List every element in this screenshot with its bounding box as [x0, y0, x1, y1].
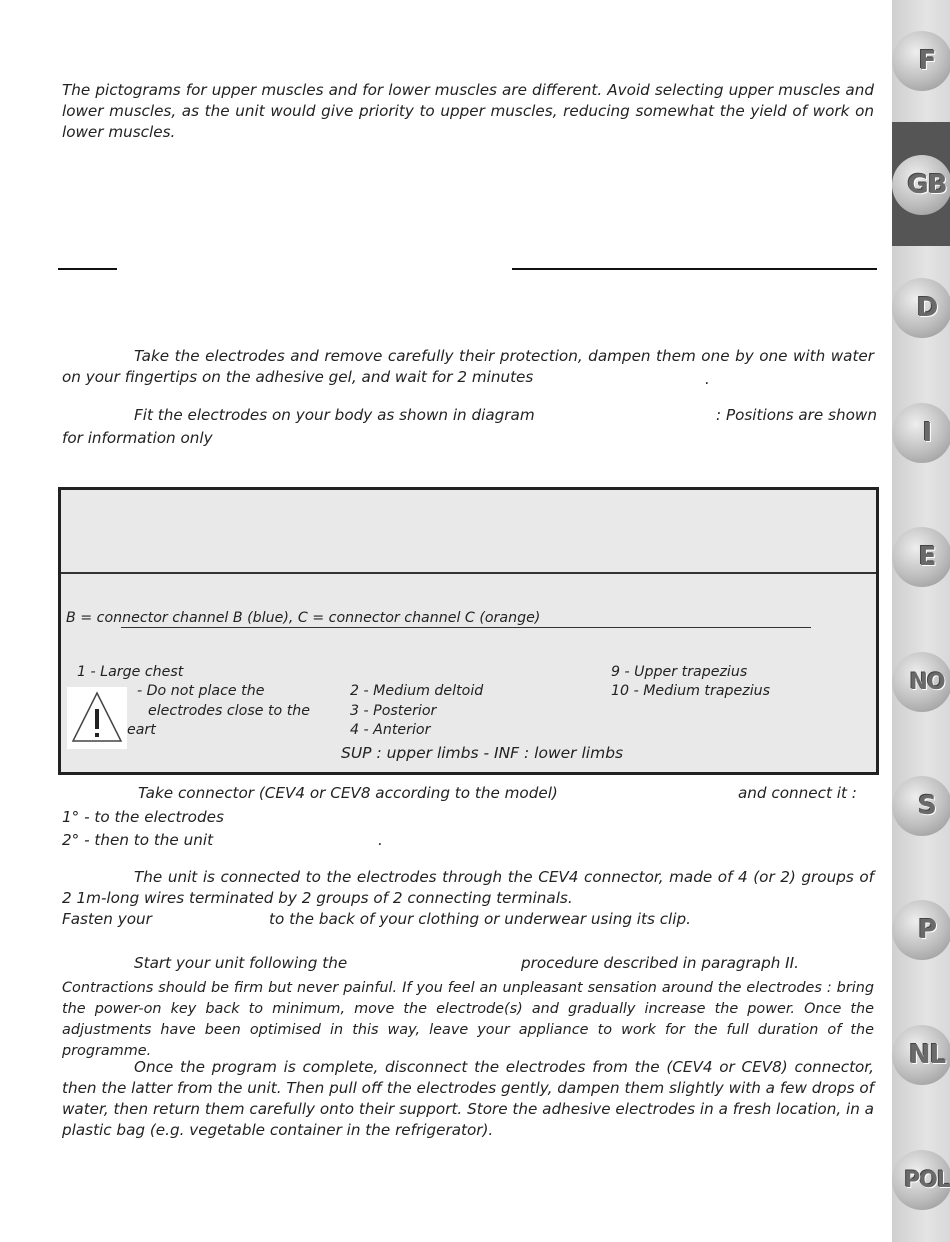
step3-item-1: 1° - to the electrodes	[62, 808, 224, 826]
warning-text-3: eart	[127, 722, 156, 738]
start-text-b: procedure described in paragraph II.	[521, 954, 799, 972]
sup-inf-legend: SUP : upper limbs - INF : lower limbs	[341, 744, 624, 762]
muscle-item-1: 1 - Large chest	[77, 664, 184, 680]
warning-sign	[67, 687, 127, 749]
muscle-item-3: 3 - Posterior	[350, 703, 437, 719]
box-separator	[61, 572, 876, 574]
step2-text-b: : Positions are shown	[716, 406, 877, 424]
warning-triangle-icon	[67, 687, 127, 749]
lang-tab-e[interactable]: E	[892, 527, 950, 587]
intro-paragraph: The pictograms for upper muscles and for lower muscles are different. Avoid selecting upper muscles and lower muscles, as the unit would give priority to upper muscles, reducing somewhat the yield of work on lower muscles.	[62, 81, 874, 141]
lang-tab-nl[interactable]: NL	[892, 1025, 950, 1085]
step3-text-b: and connect it :	[738, 784, 857, 802]
warning-text-1: - Do not place the	[137, 683, 265, 699]
muscle-item-2: 2 - Medium deltoid	[350, 683, 484, 699]
fasten-text-a: Fasten your	[62, 910, 152, 928]
lang-tab-no[interactable]: NO	[892, 652, 950, 712]
connector-line: B = connector channel B (blue), C = connector channel C (orange)	[66, 610, 541, 626]
section-rule-right	[512, 268, 877, 270]
contractions-paragraph: Contractions should be firm but never painful. If you feel an unpleasant sensation around the electrodes : bring the power-on key back to minimum, move the electrode(s) and gradually increase the power. Once the adjustments have been optimised in this way, leave your appliance to work for the full duration of the programme.	[62, 980, 874, 1059]
step1-end: .	[705, 370, 710, 388]
lang-tab-s[interactable]: S	[892, 776, 950, 836]
step2-text-c: for information only	[62, 429, 213, 447]
step2-text-a: Fit the electrodes on your body as shown in diagram	[134, 406, 535, 424]
muscle-item-9: 9 - Upper trapezius	[611, 664, 748, 680]
step3-item-2-end: .	[378, 831, 383, 849]
connector-underline	[121, 627, 811, 628]
cev4-paragraph: The unit is connected to the electrodes through the CEV4 connector, made of 4 (or 2) groups of 2 1m-long wires terminated by 2 groups of 2 connecting terminals.	[62, 868, 874, 907]
warning-text-2: electrodes close to the	[148, 703, 310, 719]
start-text-a: Start your unit following the	[134, 954, 348, 972]
lang-tab-pol[interactable]: POL	[892, 1150, 950, 1210]
step3-item-2: 2° - then to the unit	[62, 831, 214, 849]
muscle-item-10: 10 - Medium trapezius	[611, 683, 771, 699]
lang-tab-f[interactable]: F	[892, 31, 950, 91]
lang-tab-p[interactable]: P	[892, 900, 950, 960]
section-rule-left	[58, 268, 117, 270]
step1-paragraph: Take the electrodes and remove carefully their protection, dampen them one by one with water on your fingertips on the adhesive gel, and wait for 2 minutes	[62, 347, 874, 386]
lang-tab-d[interactable]: D	[892, 278, 950, 338]
lang-tab-gb[interactable]: GB	[892, 155, 950, 215]
muscle-item-4: 4 - Anterior	[350, 722, 431, 738]
fasten-text-b: to the back of your clothing or underwear using its clip.	[269, 910, 691, 928]
step3-text-a: Take connector (CEV4 or CEV8 according to the model)	[138, 784, 558, 802]
lang-tab-i[interactable]: I	[892, 403, 950, 463]
complete-paragraph: Once the program is complete, disconnect the electrodes from the (CEV4 or CEV8) connector, then the latter from the unit. Then pull off the electrodes gently, dampen them slightly with a few drops of water, then return them carefully onto their support. Store the adhesive electrodes in a fresh location, in a plastic bag (e.g. vegetable container in the refrigerator).	[62, 1058, 874, 1139]
electrode-info-box	[58, 487, 879, 775]
